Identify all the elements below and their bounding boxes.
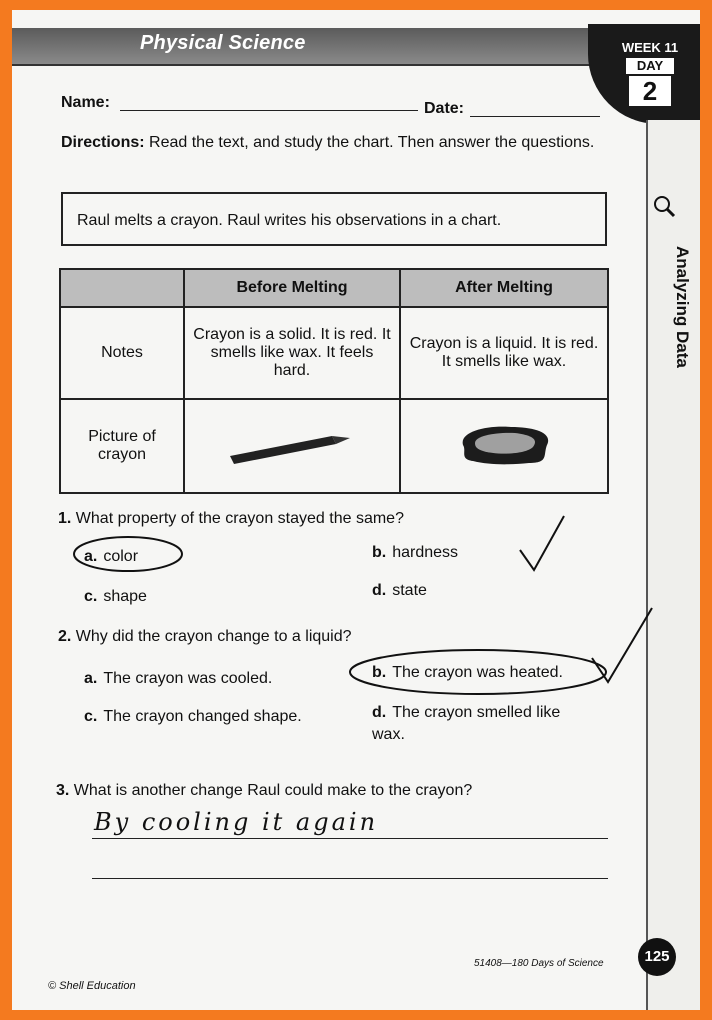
answer-circle-2b [350, 650, 606, 694]
option-text: color [103, 548, 139, 565]
row-label-picture: Picture of crayon [60, 399, 184, 493]
option-letter: b. [372, 544, 387, 561]
question-number: 3. [56, 782, 70, 799]
book-title: 51408—180 Days of Science [474, 958, 604, 969]
day-number: 2 [629, 76, 671, 106]
table-header-after: After Melting [400, 269, 608, 307]
option-text: The crayon was heated. [392, 664, 563, 681]
question-text: What property of the crayon stayed the same? [75, 510, 404, 527]
directions-text: Read the text, and study the chart. Then answer the questions. [149, 134, 595, 151]
question-text: What is another change Raul could make to the crayon? [73, 782, 473, 799]
passage-box: Raul melts a crayon. Raul writes his observations in a chart. [61, 192, 607, 246]
date-label: Date: [424, 100, 465, 117]
day-label: DAY [626, 58, 674, 74]
notes-after: Crayon is a liquid. It is red. It smells like wax. [400, 307, 608, 399]
option-text: The crayon was cooled. [103, 670, 273, 687]
question-number: 1. [58, 510, 72, 527]
page-number: 125 [638, 938, 676, 976]
handwritten-answer: By cooling it again [94, 808, 379, 836]
notes-before: Crayon is a solid. It is red. It smells like wax. It feels hard. [184, 307, 400, 399]
option-letter: d. [372, 704, 387, 721]
row-label-notes: Notes [60, 307, 184, 399]
option-letter: c. [84, 588, 98, 605]
worksheet-page [12, 10, 700, 1010]
check-mark-2 [592, 608, 652, 682]
option-text: shape [103, 588, 147, 605]
option-letter: b. [372, 664, 387, 681]
option-letter: d. [372, 582, 387, 599]
pen-marks [12, 10, 700, 1010]
publisher: © Shell Education [48, 980, 136, 992]
question-text: Why did the crayon change to a liquid? [75, 628, 352, 645]
option-letter: c. [84, 708, 98, 725]
option-text: hardness [392, 544, 459, 561]
table-header-before: Before Melting [184, 269, 400, 307]
option-text: The crayon changed shape. [103, 708, 302, 725]
option-text: The crayon smelled like wax. [372, 704, 561, 743]
subject-title: Physical Science [140, 32, 306, 54]
option-text: state [392, 582, 427, 599]
option-letter: a. [84, 548, 98, 565]
sidebar-label: Analyzing Data [673, 246, 692, 368]
week-label: WEEK 11 [621, 40, 679, 55]
check-mark-1 [520, 516, 564, 570]
option-letter: a. [84, 670, 98, 687]
question-number: 2. [58, 628, 72, 645]
name-label: Name: [61, 94, 110, 111]
directions-label: Directions: [61, 134, 145, 151]
answer-circle-1a [74, 537, 182, 571]
